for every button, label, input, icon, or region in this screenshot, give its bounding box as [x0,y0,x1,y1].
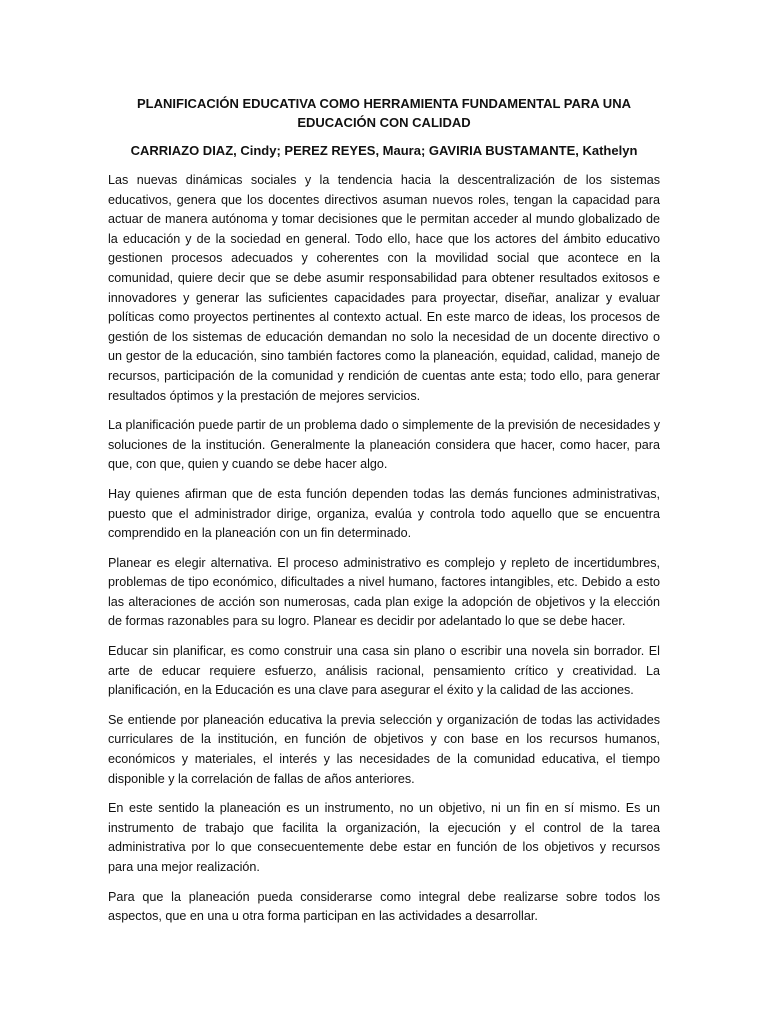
paragraph-4: Planear es elegir alternativa. El proceso administrativo es complejo y repleto de incertidumbres, problemas de tipo económico, dificultades a nivel humano, factores intangibles, etc. Debido a esto las alteraciones de acción son numerosas, cada plan exige la adopción de objetivos y la elección de formas razonables para su logro. Planear es decidir por adelantado lo que se debe hacer. [108,555,660,629]
paragraph-8: Para que la planeación pueda considerarse como integral debe realizarse sobre todos los aspectos, que en una u otra forma participan en las actividades a desarrollar. [108,889,660,924]
paragraph-5: Educar sin planificar, es como construir una casa sin plano o escribir una novela sin borrador. El arte de educar requiere esfuerzo, análisis racional, pensamiento crítico y creatividad. La planificación, en la Educación es una clave para asegurar el éxito y la calidad de las acciones. [108,644,660,698]
paragraph-6: Se entiende por planeación educativa la previa selección y organización de todas las actividades curriculares de la institución, en función de objetivos y con base en los recursos humanos, económicos y materiales, el interés y las necesidades de la comunidad educativa, el tiempo disponible y la correlación de fallas de años anteriores. [108,712,660,786]
paragraph-3: Hay quienes afirman que de esta función dependen todas las demás funciones administrativas, puesto que el administrador dirige, organiza, evalúa y controla todo aquello que se encuentra comprendido en la planeación con un fin determinado. [108,486,660,541]
document-authors: CARRIAZO DIAZ, Cindy; PEREZ REYES, Maura; GAVIRIA BUSTAMANTE, Kathelyn [130,143,638,158]
document-title: PLANIFICACIÓN EDUCATIVA COMO HERRAMIENTA FUNDAMENTAL PARA UNA EDUCACIÓN CON CALIDAD [137,96,631,130]
paragraph-2: La planificación puede partir de un problema dado o simplemente de la previsión de necesidades y soluciones de la institución. Generalmente la planeación considera que hacer, como hacer, para que, con que, quien y cuando se debe hacer algo. [108,418,660,472]
paragraph-1: Las nuevas dinámicas sociales y la tendencia hacia la descentralización de los sistemas educativos, genera que los docentes directivos asuman nuevos roles, tengan la capacidad para actuar de manera autónoma y tomar decisiones que le permitan acceder al mundo globalizado de la educación y de la sociedad en general. Todo ello, hace que los actores del ámbito educativo gestionen procesos adecuados y coherentes con la movilidad social que acontece en la comunidad, quiere decir que se debe asumir responsabilidad para obtener resultados exitosos e innovadores y generar las suficientes capacidades para proyectar, diseñar, analizar y evaluar políticas como proyectos pertinentes al contexto actual. En este marco de ideas, los procesos de gestión de los sistemas de educación demandan no solo la necesidad de un docente directivo o un gestor de la educación, sino también factores como la planeación, equidad, calidad, manejo de recursos, participación de la comunidad y rendición de cuentas ante esta; todo ello, para generar resultados óptimos y la prestación de mejores servicios. [108,173,660,403]
paragraph-7: En este sentido la planeación es un instrumento, no un objetivo, ni un fin en sí mismo. Es un instrumento de trabajo que facilita la organización, la ejecución y el control de la tarea administrativa por lo que consecuentemente debe estar en función de los objetivos y recursos para una mejor realización. [108,801,660,874]
document-page [108,94,660,937]
